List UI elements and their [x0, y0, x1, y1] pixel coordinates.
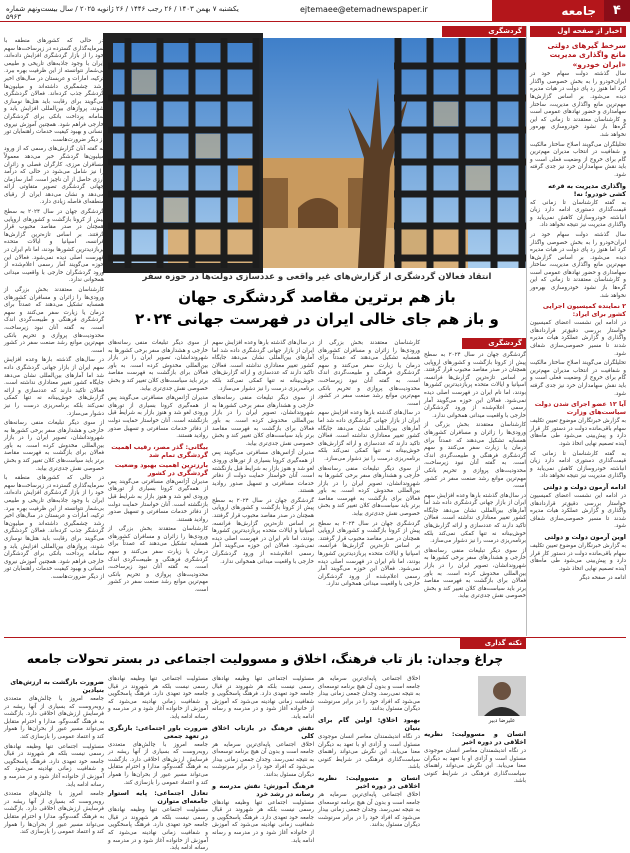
right-news-sub-1: واگذاری مدیریت به قرعه کشی خودرو؛ نه! [548, 181, 626, 198]
feature-body-col-2: کارشناسان معتقدند بخش بزرگی از ورودی‌ها را زائران و مسافران کشورهای همسایه تشکیل می‌دهند که عمدتاً برای درمان یا زیارت سفر می‌کنند و سهم گردشگری فرهنگی و طبیعت‌گردی اندک است. به گفته آنان نبود زیرساخت، محدودیت‌های پروازی و تحریم بانکی مهم‌ترین موانع رشد صنعت سفر در کشور است. در سال‌های گذشته بارها وعده افزایش سهم ایران از بازار جهانی گردشگری داده شد اما آمارهای بین‌المللی نشان می‌دهد جایگاه کشور تغییر معناداری نداشته است. فعالان تاکید دارند که عددسازی و ارائه گزارش‌های خوش‌بینانه نه تنها کمکی نمی‌کند بلکه برنامه‌ریزی درست را نیز دشوار می‌سازد. از سوی دیگر تبلیغات منفی رسانه‌های خارجی و هشدارهای سفر برخی کشورها به شهروندانشان، تصویر ایران را در بازار بین‌المللی مخدوش کرده است. به باور فعالان برای بازگشت به فهرست مقاصد برتر باید سیاست‌های کلان تغییر کند و بخش خصوصی نقش جدی‌تری بیابد. گردشگری جهان در سال ۲۰۲۴ به سطح پیش از کرونا بازگشت و کشورهای اروپایی همچنان در صدر مقاصد محبوب قرار گرفتند. بر اساس تازه‌ترین گزارش‌ها فرانسه، اسپانیا و ایالات متحده پربازدیدترین کشورها بودند، اما نام ایران در فهرست اصلی دیده نمی‌شود. فعالان این حوزه می‌گویند آمار رسمی اعلام‌شده از ورود گردشگران خارجی با واقعیت میدانی همخوانی ندارد. [318, 340, 420, 588]
feature-headline-line2: و باز هم جای خالی ایران در فهرست جهانی ۲۰۲۴ [135, 310, 499, 328]
feature-kicker: انتقاد فعالان گردشگری از گزارش‌های غیر واقعی و عددسازی دولت‌ها در حوزه سفر [142, 272, 492, 282]
front-page-news-label: اخبار از صفحه اول [530, 26, 626, 37]
feature-headline-line1: باز هم برترین مقاصد گردشگری جهان [178, 288, 456, 306]
right-news-column: اخبار از صفحه اول سرخط گیرهای دولتی مانع واگذاری مدیریت «ایران خودرو» سال گذشته دولت سهام خود در ایران‌خودرو را به بخش خصوصی واگذار کرد اما هنوز رد پای دولت در هیات مدیره دیده می‌شود. بر اساس گزارش‌ها مهم‌ترین مانع واگذاری مدیریت، ساختار سهامداری و حضور نهادهای عمومی است و کارشناسان معتقدند تا زمانی که این گره‌ها باز نشود خودروسازی بهره‌ور نخواهد شد. تحلیلگران می‌گویند اصلاح ساختار مالکیت و شفافیت در انتخاب مدیران مهم‌ترین گام برای خروج از وضعیت فعلی است و باید نقش سهامداران خرد نیز جدی گرفته شود. واگذاری مدیریت به قرعه کشی خودرو؛ نه! به گفته کارشناسان تا زمانی که قیمت‌گذاری دستوری ادامه دارد زیان انباشته خودروسازان کاهش نمی‌یابد و واگذاری مدیریت نیز نتیجه نخواهد داد. سال گذشته دولت سهام خود در ایران‌خودرو را به بخش خصوصی واگذار کرد اما هنوز رد پای دولت در هیات مدیره دیده می‌شود. بر اساس گزارش‌ها مهم‌ترین مانع واگذاری مدیریت، ساختار سهامداری و حضور نهادهای عمومی است و کارشناسان معتقدند تا زمانی که این گره‌ها باز نشود خودروسازی بهره‌ور نخواهد شد. ۲ نماینده کمیسیون اجرایی کشور برای ایراد: در ادامه این نشست اعضای کمیسیون خواستار بررسی دقیق‌تر قراردادهای واگذاری و گزارش عملکرد هیات مدیره شدند تا مسیر خصوصی‌سازی شفاف شود. تحلیلگران می‌گویند اصلاح ساختار مالکیت و شفافیت در انتخاب مدیران مهم‌ترین گام برای خروج از وضعیت فعلی است و باید نقش سهامداران خرد نیز جدی گرفته شود. آیا ۱۲ عضو اجرای شدن دولت سیاست‌های وزارت به گزارش خبرنگاران موضوع تعیین تکلیف سهام باقی‌مانده دولت در دستور کار قرار دارد و پیش‌بینی می‌شود طی ماه‌های آینده تصمیم نهایی اتخاذ شود. به گفته کارشناسان تا زمانی که قیمت‌گذاری دستوری ادامه دارد زیان انباشته خودروسازان کاهش نمی‌یابد و واگذاری مدیریت نیز نتیجه نخواهد داد. ادامه آرمون دولت و دولتی در ادامه این نشست اعضای کمیسیون خواستار بررسی دقیق‌تر قراردادهای واگذاری و گزارش عملکرد هیات مدیره شدند تا مسیر خصوصی‌سازی شفاف شود. اوین آرمون دولت و دولتی به گزارش خبرنگاران موضوع تعیین تکلیف سهام باقی‌مانده دولت در دستور کار قرار دارد و پیش‌بینی می‌شود طی ماه‌های آینده تصمیم نهایی اتخاذ شود. ادامه در صفحه دیگر [530, 27, 626, 582]
page-header [0, 0, 630, 22]
feature-sub-b: بارزترین اهمیت بهبود وضعیت گردشگری در کشور [114, 460, 208, 477]
page-number: ۴ [604, 0, 630, 22]
right-news-sub-3: آیا ۱۲ عضو اجرای شدن دولت سیاست‌های وزارت [534, 400, 626, 417]
feature-body-col-1: گردشگری جهان در سال ۲۰۲۴ به سطح پیش از کرونا بازگشت و کشورهای اروپایی همچنان در صدر مقاصد محبوب قرار گرفتند. بر اساس تازه‌ترین گزارش‌ها فرانسه، اسپانیا و ایالات متحده پربازدیدترین کشورها بودند، اما نام ایران در فهرست اصلی دیده نمی‌شود. فعالان این حوزه می‌گویند آمار رسمی اعلام‌شده از ورود گردشگران خارجی با واقعیت میدانی همخوانی ندارد. کارشناسان معتقدند بخش بزرگی از ورودی‌ها را زائران و مسافران کشورهای همسایه تشکیل می‌دهند که عمدتاً برای درمان یا زیارت سفر می‌کنند و سهم گردشگری فرهنگی و طبیعت‌گردی اندک است. به گفته آنان نبود زیرساخت، محدودیت‌های پروازی و تحریم بانکی مهم‌ترین موانع رشد صنعت سفر در کشور است. در سال‌های گذشته بارها وعده افزایش سهم ایران از بازار جهانی گردشگری داده شد اما آمارهای بین‌المللی نشان می‌دهد جایگاه کشور تغییر معناداری نداشته است. فعالان تاکید دارند که عددسازی و ارائه گزارش‌های خوش‌بینانه نه تنها کمکی نمی‌کند بلکه برنامه‌ریزی درست را نیز دشوار می‌سازد. از سوی دیگر تبلیغات منفی رسانه‌های خارجی و هشدارهای سفر برخی کشورها به شهروندانشان، تصویر ایران را در بازار بین‌المللی مخدوش کرده است. به باور فعالان برای بازگشت به فهرست مقاصد برتر باید سیاست‌های کلان تغییر کند و بخش خصوصی نقش جدی‌تری بیابد. [424, 352, 526, 600]
date-line: یکشنبه ۷ بهمن ۱۴۰۳ / ۲۶ رجب ۱۴۴۶ / ۲۶ ژانویه ۲۰۲۵ / سال بیست‌ونهم شماره ۵۹۶۳ [6, 5, 239, 21]
section-title: جامعه [492, 0, 604, 22]
right-news-sub-2: ۲ نماینده کمیسیون اجرایی کشور برای ایراد: [542, 302, 626, 319]
bottom-col-2: اخلاق اجتماعی پایه‌ای‌ترین سرمایه هر جامعه است و بدون آن هیچ برنامه توسعه‌ای به نتیجه نمی‌رسد. وجدان جمعی زمانی بیدار می‌شود که افراد خود را در برابر سرنوشت دیگران مسئول بدانند. بهبود اخلاق: اولین گام برای بنیان در نگاه اندیشمندان معاصر انسان موجودی مسئول است و آزادی او با تعهد به دیگران معنا می‌یابد. این نگرش می‌تواند راهنمای سیاست‌گذاری فرهنگی در شرایط کنونی باشد. انسان و مسوولیت: نظریه اخلاقی در دوره اخیر اخلاق اجتماعی پایه‌ای‌ترین سرمایه هر جامعه است و بدون آن هیچ برنامه توسعه‌ای به نتیجه نمی‌رسد. وجدان جمعی زمانی بیدار می‌شود که افراد خود را در برابر سرنوشت دیگران مسئول بدانند. [318, 676, 420, 829]
bottom-headline: چراغ وجدان: باز تاب فرهنگ، اخلاق و مسوولیت اجتماعی در بستر تحولات جامعه [26, 652, 504, 666]
email-address[interactable]: ejtemaee@etemadnewspaper.ir [300, 5, 428, 14]
left-feature-column: در حالی که کشورهای منطقه با سرمایه‌گذاری گسترده در زیرساخت‌ها سهم خود را از بازار گردشگری افزایش داده‌اند، ایران با وجود جاذبه‌های تاریخی و طبیعی بی‌شمار نتوانسته از این ظرفیت بهره ببرد. ترکیه، امارات و عربستان در سال‌های اخیر رشد چشمگیری داشته‌اند و میلیون‌ها گردشگر جذب کرده‌اند. فعالان گردشگری می‌گویند برای رقابت باید هتل‌ها نوسازی شوند، پروازهای بین‌المللی افزایش یابد و سامانه پرداخت بانکی برای گردشگران خارجی فراهم شود. همچنین آموزش نیروی انسانی و بهبود کیفیت خدمات راهنمایان تور از دیگر ضرورت‌هاست. به گفته آنان گزارش‌های رسمی که از ورود میلیون‌ها گردشگر خبر می‌دهد معمولاً مسافران مرزی، کارگران فصلی و زائران را نیز شامل می‌شود در حالی که درآمد ارزی حاصل از آن ناچیز است. آمار سازمان جهانی گردشگری تصویر متفاوتی ارائه می‌دهد و نشان می‌دهد ایران از رقبای منطقه‌ای فاصله زیادی دارد. گردشگری جهان در سال ۲۰۲۴ به سطح پیش از کرونا بازگشت و کشورهای اروپایی همچنان در صدر مقاصد محبوب قرار گرفتند. بر اساس تازه‌ترین گزارش‌ها فرانسه، اسپانیا و ایالات متحده پربازدیدترین کشورها بودند، اما نام ایران در فهرست اصلی دیده نمی‌شود. فعالان این حوزه می‌گویند آمار رسمی اعلام‌شده از ورود گردشگران خارجی با واقعیت میدانی همخوانی ندارد. کارشناسان معتقدند بخش بزرگی از ورودی‌ها را زائران و مسافران کشورهای همسایه تشکیل می‌دهند که عمدتاً برای درمان یا زیارت سفر می‌کنند و سهم گردشگری فرهنگی و طبیعت‌گردی اندک است. به گفته آنان نبود زیرساخت، محدودیت‌های پروازی و تحریم بانکی مهم‌ترین موانع رشد صنعت سفر در کشور است. در سال‌های گذشته بارها وعده افزایش سهم ایران از بازار جهانی گردشگری داده شد اما آمارهای بین‌المللی نشان می‌دهد جایگاه کشور تغییر معناداری نداشته است. فعالان تاکید دارند که عددسازی و ارائه گزارش‌های خوش‌بینانه نه تنها کمکی نمی‌کند بلکه برنامه‌ریزی درست را نیز دشوار می‌سازد. از سوی دیگر تبلیغات منفی رسانه‌های خارجی و هشدارهای سفر برخی کشورها به شهروندانشان، تصویر ایران را در بازار بین‌المللی مخدوش کرده است. به باور فعالان برای بازگشت به فهرست مقاصد برتر باید سیاست‌های کلان تغییر کند و بخش خصوصی نقش جدی‌تری بیابد. در حالی که کشورهای منطقه با سرمایه‌گذاری گسترده در زیرساخت‌ها سهم خود را از بازار گردشگری افزایش داده‌اند، ایران با وجود جاذبه‌های تاریخی و طبیعی بی‌شمار نتوانسته از این ظرفیت بهره ببرد. ترکیه، امارات و عربستان در سال‌های اخیر رشد چشمگیری داشته‌اند و میلیون‌ها گردشگر جذب کرده‌اند. فعالان گردشگری می‌گویند برای رقابت باید هتل‌ها نوسازی شوند، پروازهای بین‌المللی افزایش یابد و سامانه پرداخت بانکی برای گردشگران خارجی فراهم شود. همچنین آموزش نیروی انسانی و بهبود کیفیت خدمات راهنمایان تور از دیگر ضرورت‌هاست. [4, 38, 105, 580]
feature-photo [108, 38, 526, 268]
photo-gate-scene [108, 38, 526, 268]
tourism-label: گردشگری [442, 26, 526, 37]
feature-sub-a: بیگانی: گذر مصر، رقیب اهمیت گردشگری تمام شد [111, 442, 208, 459]
notes-label: نکته گذاری [460, 638, 526, 649]
feature-body-col-3: در سال‌های گذشته بارها وعده افزایش سهم ایران از بازار جهانی گردشگری داده شد اما آمارهای بین‌المللی نشان می‌دهد جایگاه کشور تغییر معناداری نداشته است. فعالان تاکید دارند که عددسازی و ارائه گزارش‌های خوش‌بینانه نه تنها کمکی نمی‌کند بلکه برنامه‌ریزی درست را نیز دشوار می‌سازد. از سوی دیگر تبلیغات منفی رسانه‌های خارجی و هشدارهای سفر برخی کشورها به شهروندانشان، تصویر ایران را در بازار بین‌المللی مخدوش کرده است. به باور فعالان برای بازگشت به فهرست مقاصد برتر باید سیاست‌های کلان تغییر کند و بخش خصوصی نقش جدی‌تری بیابد. مدیران آژانس‌های مسافرتی می‌گویند پس از همه‌گیری کرونا بسیاری از تورهای ورودی لغو شد و هنوز بازار به شرایط قبل بازنگشته است. آنان خواستار حمایت دولت از دفاتر خدمات مسافرتی و تسهیل صدور روادید هستند. گردشگری جهان در سال ۲۰۲۴ به سطح پیش از کرونا بازگشت و کشورهای اروپایی همچنان در صدر مقاصد محبوب قرار گرفتند. بر اساس تازه‌ترین گزارش‌ها فرانسه، اسپانیا و ایالات متحده پربازدیدترین کشورها بودند، اما نام ایران در فهرست اصلی دیده نمی‌شود. فعالان این حوزه می‌گویند آمار رسمی اعلام‌شده از ورود گردشگران خارجی با واقعیت میدانی همخوانی ندارد. [212, 340, 314, 565]
bottom-col-4: مسئولیت اجتماعی تنها وظیفه نهادهای رسمی نیست بلکه هر شهروند در قبال جامعه خود تعهدی دارد. فرهنگ پاسخگویی و شفافیت زمانی نهادینه می‌شود که آموزش از خانواده آغاز شود و در مدرسه و رسانه ادامه یابد. ضرورت باور اجتماعی: بازنگری در تعهد جمعی جامعه امروز با چالش‌های متعددی روبه‌روست که بسیاری از آنها ریشه در فرسایش ارزش‌های اخلاقی دارد. بازگشت به فرهنگ گفت‌وگو، مدارا و احترام متقابل می‌تواند مسیر عبور از بحران‌ها را هموار کند و اعتماد عمومی را بازسازی کند. تعادل اجتماعی: پایه استوار جامعه‌ای متوازن مسئولیت اجتماعی تنها وظیفه نهادهای رسمی نیست بلکه هر شهروند در قبال جامعه خود تعهدی دارد. فرهنگ پاسخگویی و شفافیت زمانی نهادینه می‌شود که آموزش از خانواده آغاز شود و در مدرسه و رسانه ادامه یابد. [108, 676, 208, 852]
bottom-rule [4, 637, 626, 638]
bottom-col-3: مسئولیت اجتماعی تنها وظیفه نهادهای رسمی نیست بلکه هر شهروند در قبال جامعه خود تعهدی دارد. فرهنگ پاسخگویی و شفافیت زمانی نهادینه می‌شود که آموزش از خانواده آغاز شود و در مدرسه و رسانه ادامه یابد. نقش فرهنگ در بازتاب اخلاق کلی اخلاق اجتماعی پایه‌ای‌ترین سرمایه هر جامعه است و بدون آن هیچ برنامه توسعه‌ای به نتیجه نمی‌رسد. وجدان جمعی زمانی بیدار می‌شود که افراد خود را در برابر سرنوشت دیگران مسئول بدانند. فرهنگ آموزش: نقش مدرسه و رسانه در رشد خرد مسئولیت اجتماعی تنها وظیفه نهادهای رسمی نیست بلکه هر شهروند در قبال جامعه خود تعهدی دارد. فرهنگ پاسخگویی و شفافیت زمانی نهادینه می‌شود که آموزش از خانواده آغاز شود و در مدرسه و رسانه ادامه یابد. [212, 676, 314, 844]
tourism-label-2: گردشگری [462, 338, 526, 349]
bottom-col-right: انسان و مسوولیت: نظریه اخلاقی در دوره اخیر در نگاه اندیشمندان معاصر انسان موجودی مسئول است و آزادی او با تعهد به دیگران معنا می‌یابد. این نگرش می‌تواند راهنمای سیاست‌گذاری فرهنگی در شرایط کنونی باشد. [424, 730, 526, 785]
author-caption: علیرضا دبیر [488, 718, 516, 724]
column-divider [526, 26, 527, 636]
right-news-sub-5: اوین آرمون دولت و دولتی [544, 532, 626, 541]
header-rule [0, 21, 630, 22]
right-news-sub-4: ادامه آرمون دولت و دولتی [543, 482, 626, 491]
author-photo [478, 676, 526, 716]
feature-body-col-4: از سوی دیگر تبلیغات منفی رسانه‌های خارجی و هشدارهای سفر برخی کشورها به شهروندانشان، تصویر ایران را در بازار بین‌المللی مخدوش کرده است. به باور فعالان برای بازگشت به فهرست مقاصد برتر باید سیاست‌های کلان تغییر کند و بخش خصوصی نقش جدی‌تری بیابد. مدیران آژانس‌های مسافرتی می‌گویند پس از همه‌گیری کرونا بسیاری از تورهای ورودی لغو شد و هنوز بازار به شرایط قبل بازنگشته است. آنان خواستار حمایت دولت از دفاتر خدمات مسافرتی و تسهیل صدور روادید هستند. بیگانی: گذر مصر، رقیب اهمیت گردشگری تمام شد بارزترین اهمیت بهبود وضعیت گردشگری در کشور مدیران آژانس‌های مسافرتی می‌گویند پس از همه‌گیری کرونا بسیاری از تورهای ورودی لغو شد و هنوز بازار به شرایط قبل بازنگشته است. آنان خواستار حمایت دولت از دفاتر خدمات مسافرتی و تسهیل صدور روادید هستند. کارشناسان معتقدند بخش بزرگی از ورودی‌ها را زائران و مسافران کشورهای همسایه تشکیل می‌دهند که عمدتاً برای درمان یا زیارت سفر می‌کنند و سهم گردشگری فرهنگی و طبیعت‌گردی اندک است. به گفته آنان نبود زیرساخت، محدودیت‌های پروازی و تحریم بانکی مهم‌ترین موانع رشد صنعت سفر در کشور است. [108, 340, 208, 594]
author-portrait-icon [478, 676, 526, 716]
right-news-headline: سرخط گیرهای دولتی مانع واگذاری مدیریت «ایران خودرو» [547, 41, 626, 69]
right-news-body: سال گذشته دولت سهام خود در ایران‌خودرو را به بخش خصوصی واگذار کرد اما هنوز رد پای دولت در هیات مدیره دیده می‌شود. بر اساس گزارش‌ها مهم‌ترین مانع واگذاری مدیریت، ساختار سهامداری و حضور نهادهای عمومی است و کارشناسان معتقدند تا زمانی که این گره‌ها باز نشود خودروسازی بهره‌ور نخواهد شد. تحلیلگران می‌گویند اصلاح ساختار مالکیت و شفافیت در انتخاب مدیران مهم‌ترین گام برای خروج از وضعیت فعلی است و باید نقش سهامداران خرد نیز جدی گرفته شود. [530, 71, 626, 178]
bottom-col-left: ضرورت بازگشت به ارزش‌های بنیادین جامعه امروز با چالش‌های متعددی روبه‌روست که بسیاری از آنها ریشه در فرسایش ارزش‌های اخلاقی دارد. بازگشت به فرهنگ گفت‌وگو، مدارا و احترام متقابل می‌تواند مسیر عبور از بحران‌ها را هموار کند و اعتماد عمومی را بازسازی کند. مسئولیت اجتماعی تنها وظیفه نهادهای رسمی نیست بلکه هر شهروند در قبال جامعه خود تعهدی دارد. فرهنگ پاسخگویی و شفافیت زمانی نهادینه می‌شود که آموزش از خانواده آغاز شود و در مدرسه و رسانه ادامه یابد. جامعه امروز با چالش‌های متعددی روبه‌روست که بسیاری از آنها ریشه در فرسایش ارزش‌های اخلاقی دارد. بازگشت به فرهنگ گفت‌وگو، مدارا و احترام متقابل می‌تواند مسیر عبور از بحران‌ها را هموار کند و اعتماد عمومی را بازسازی کند. [4, 678, 104, 836]
